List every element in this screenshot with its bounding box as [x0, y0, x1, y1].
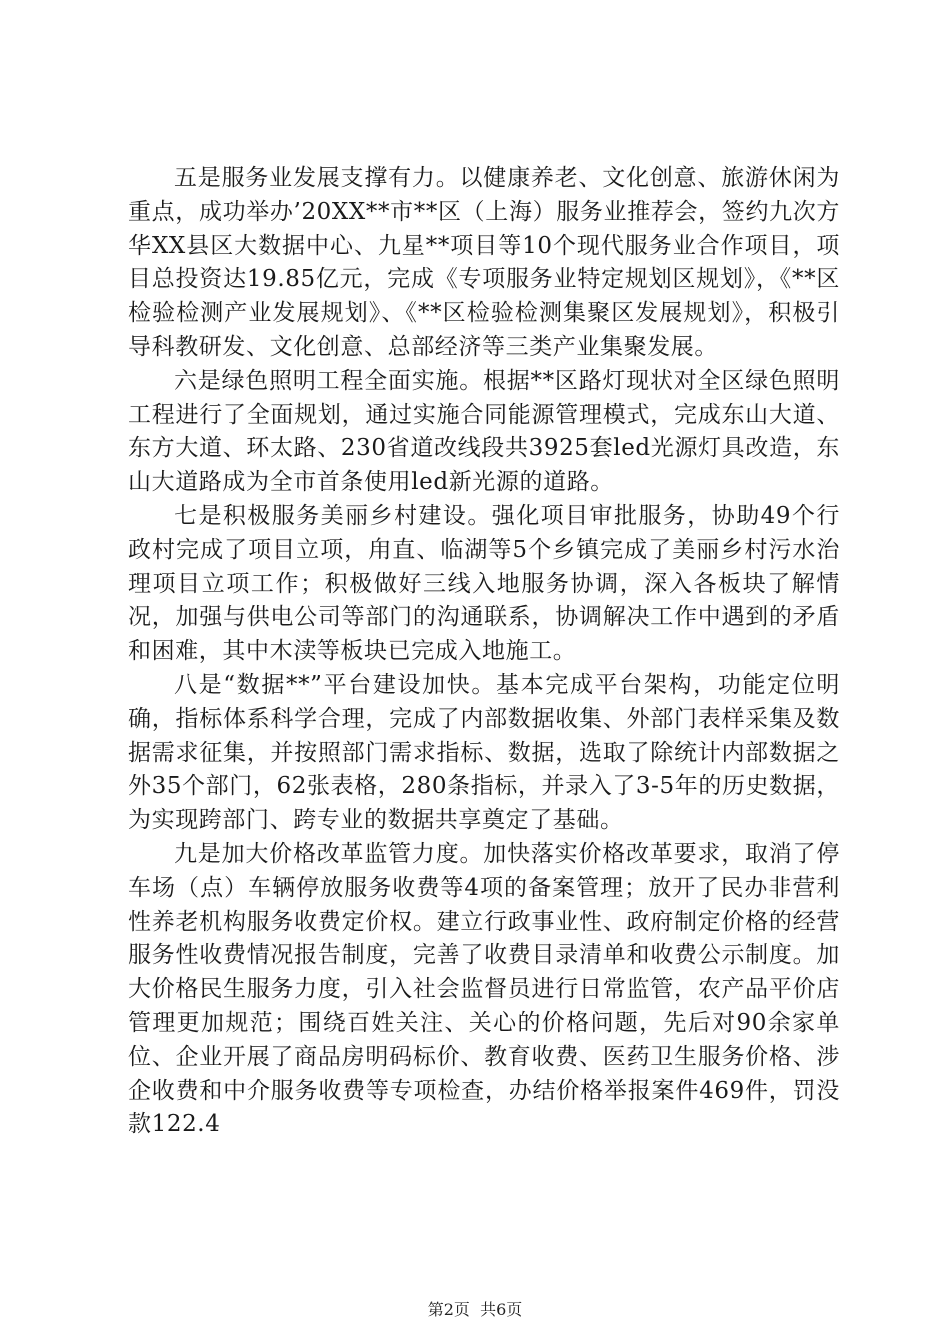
paragraph-green-lighting: 六是绿色照明工程全面实施。根据**区路灯现状对全区绿色照明工程进行了全面规划，通过实施合同能源管理模式，完成东山大道、东方大道、环太路、230省道改线段共3925套led光源灯具改造，东山大道路成为全市首条使用led新光源的道路。: [128, 367, 840, 496]
paragraph-rural-construction: 七是积极服务美丽乡村建设。强化项目审批服务，协助49个行政村完成了项目立项，甪直、临湖等5个乡镇完成了美丽乡村污水治理项目立项工作；积极做好三线入地服务协调，深入各板块了解情况，加强与供电公司等部门的沟通联系，协调解决工作中遇到的矛盾和困难，其中木渎等板块已完成入地施工。: [128, 502, 840, 665]
page-number: 第2页: [427, 1300, 470, 1319]
document-body: [128, 162, 840, 1142]
paragraph-data-platform: 八是“数据**”平台建设加快。基本完成平台架构，功能定位明确，指标体系科学合理，完成了内部数据收集、外部门表样采集及数据需求征集，并按照部门需求指标、数据，选取了除统计内部数据之外35个部门，62张表格，280条指标，并录入了3-5年的历史数据，为实现跨部门、跨专业的数据共享奠定了基础。: [128, 671, 840, 834]
page-footer: [0, 1300, 950, 1320]
paragraph-price-reform: 九是加大价格改革监管力度。加快落实价格改革要求，取消了停车场（点）车辆停放服务收费等4项的备案管理；放开了民办非营利性养老机构服务收费定价权。建立行政事业性、政府制定价格的经营服务性收费情况报告制度，完善了收费目录清单和收费公示制度。加大价格民生服务力度，引入社会监督员进行日常监管，农产品平价店管理更加规范；围绕百姓关注、关心的价格问题，先后对90余家单位、企业开展了商品房明码标价、教育收费、医药卫生服务价格、涉企收费和中介服务收费等专项检查，办结价格举报案件469件，罚没款122.4: [128, 840, 840, 1138]
paragraph-service-industry: 五是服务业发展支撑有力。以健康养老、文化创意、旅游休闲为重点，成功举办’20XX**市**区（上海）服务业推荐会，签约九次方华XX县区大数据中心、九星**项目等10个现代服务业合作项目，项目总投资达19.85亿元，完成《专项服务业特定规划区规划》，《**区检验检测产业发展规划》、《**区检验检测集聚区发展规划》，积极引导科教研发、文化创意、总部经济等三类产业集聚发展。: [128, 165, 840, 360]
page-total: 共6页: [480, 1300, 523, 1319]
